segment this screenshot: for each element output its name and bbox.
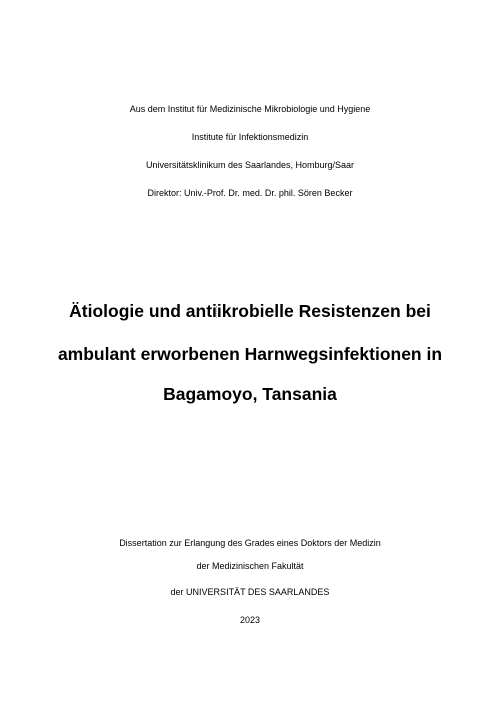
year: 2023: [239, 615, 261, 625]
title-line-1: [0, 300, 500, 322]
degree-line-1: Dissertation zur Erlangung des Grades eines Doktors der Medizin: [119, 538, 381, 548]
degree-line-2: der Medizinischen Fakultät: [196, 561, 304, 571]
director-line: Direktor: Univ.-Prof. Dr. med. Dr. phil. Sören Becker: [147, 188, 353, 198]
title-line-1-part-1: Ätiologie und anti: [69, 301, 217, 321]
institution-line-2: Institute für Infektionsmedizin: [191, 132, 309, 142]
title-line-3: Bagamoyo, Tansania: [163, 384, 337, 404]
title-line-1-part-2: ikrobielle Resistenzen bei: [216, 301, 431, 321]
institution-line-1: Aus dem Institut für Medizinische Mikrobiologie und Hygiene: [129, 104, 371, 114]
degree-line-3: der UNIVERSITÄT DES SAARLANDES: [170, 587, 330, 597]
institution-line-3: Universitätsklinikum des Saarlandes, Homburg/Saar: [145, 160, 355, 170]
title-line-2: ambulant erworbenen Harnwegsinfektionen in: [57, 344, 443, 364]
